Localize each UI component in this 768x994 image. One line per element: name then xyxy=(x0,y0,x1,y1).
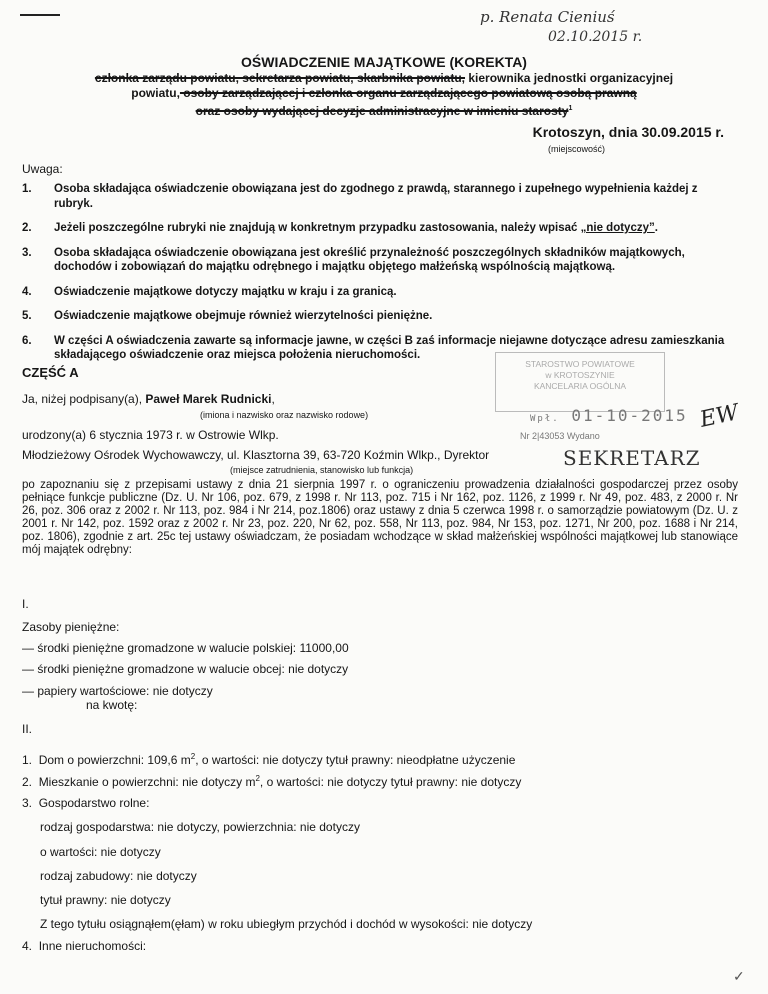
stamp-line1: STAROSTWO POWIATOWE xyxy=(525,359,635,369)
check-mark-icon: ✓ xyxy=(733,968,745,984)
signature-initials: EW xyxy=(697,400,741,433)
item-number: 4. xyxy=(22,939,33,953)
section-1-label: Zasoby pieniężne: xyxy=(22,620,120,634)
page-title: OŚWIADCZENIE MAJĄTKOWE (KOREKTA) xyxy=(241,54,527,70)
other-property-line xyxy=(22,939,146,953)
name-caption: (imiona i nazwisko oraz nazwisko rodowe) xyxy=(200,410,369,420)
workplace-line: Młodzieżowy Ośrodek Wychowawczy, ul. Klasztorna 39, 63-720 Koźmin Wlkp., Dyrektor xyxy=(22,448,490,462)
farm-line xyxy=(22,796,149,810)
stamp-line2: w KROTOSZYNIE xyxy=(545,370,615,380)
note-text: Osoba składająca oświadczenie obowiązana jest do zgodnego z prawdą, starannego i zupełnego wypełnienia każdej z rubryk. xyxy=(54,183,698,210)
handwritten-note xyxy=(480,8,642,46)
note-item xyxy=(22,221,734,236)
subtitle-kept-1: kierownika jednostki organizacyjnej xyxy=(465,71,674,85)
note-text xyxy=(54,221,734,236)
list-item: — środki pieniężne gromadzone w walucie polskiej: 11000,00 xyxy=(22,641,349,655)
list-item: — papiery wartościowe: nie dotyczy xyxy=(22,684,213,698)
note-emphasis: „nie dotyczy” xyxy=(580,222,655,234)
note-text: Osoba składająca oświadczenie obowiązana jest określić przynależność poszczególnych składników majątkowych, dochodów i zobowiązań do majątku odrębnego i majątku objętego małżeńską wspólnością majątkową. xyxy=(54,246,685,273)
section-2-roman: II. xyxy=(22,722,33,736)
footnote-marker: 1 xyxy=(568,105,573,112)
declarant-name: Paweł Marek Rudnicki xyxy=(145,392,272,406)
note-number: 1. xyxy=(22,183,32,195)
notes-label: Uwaga: xyxy=(22,162,63,176)
flat-text-after: , o wartości: nie dotyczy tytuł prawny: nie dotyczy xyxy=(259,775,522,789)
stamp-line3: KANCELARIA OGÓLNA xyxy=(533,381,627,391)
note-item xyxy=(22,309,734,324)
section-heading-a: CZĘŚĆ A xyxy=(22,365,79,380)
subtitle-kept-2: powiatu, xyxy=(131,86,180,100)
birth-line: urodzony(a) 6 stycznia 1973 r. w Ostrowie Wlkp. xyxy=(22,428,279,442)
stamp-number: Nr 2|43053 Wydano xyxy=(520,431,600,441)
item-number: 3. xyxy=(22,796,33,810)
legal-paragraph: po zapoznaniu się z przepisami ustawy z dnia 21 sierpnia 1997 r. o ograniczeniu prowadzenia działalności gospodarczej przez osoby pełniące funkcje publiczne (Dz. U. Nr 106, poz. 679, z 1998 r. Nr 113, poz. 715 i Nr 162, poz. 1126, z 1999 r. Nr 49, poz. 483, z 2000 r. Nr 26, poz. 306 oraz z 2002 r. Nr 113, poz. 984 i Nr 214, poz.1806) oraz ustawy z dnia 5 czerwca 1998 r. o samorządzie powiatowym (Dz. U. z 2001 r. Nr 142, poz. 1592 oraz z 2002 r. Nr 23, poz. 220, Nr 62, poz. 558, Nr 113, poz. 984, Nr 153, poz. 1271, Nr 200, poz. 1688 i Nr 214, poz. 1806), zgodnie z art. 25c tej ustawy oświadczam, że posiadam wchodzące w skład małżeńskiej wspólności majątkowej lub stanowiące mój majątek odrębny: xyxy=(22,479,738,556)
note-number: 5. xyxy=(22,310,32,322)
place-date: Krotoszyn, dnia 30.09.2015 r. xyxy=(532,124,724,140)
stamp-wpl-label: Wpł. xyxy=(530,414,560,424)
stamp-date-value: 01-10-2015 xyxy=(571,406,688,425)
note-text: Oświadczenie majątkowe dotyczy majątku w kraju i za granicą. xyxy=(54,285,397,298)
house-text-after: , o wartości: nie dotyczy tytuł prawny: nieodpłatne użyczenie xyxy=(195,753,516,767)
note-number: 2. xyxy=(22,222,32,234)
subtitle-struck-2: osoby zarządzającej i członka organu zarządzającego powiatową osobą prawną xyxy=(179,86,637,100)
stamp-date xyxy=(530,406,688,425)
superscript: 2 xyxy=(255,774,260,783)
top-mark xyxy=(20,14,60,16)
note-text: Oświadczenie majątkowe obejmuje również wierzytelności pieniężne. xyxy=(54,310,433,322)
flat-text: Mieszkanie o powierzchni: nie dotyczy m xyxy=(38,775,256,789)
sekretarz-stamp: SEKRETARZ xyxy=(563,446,701,470)
amount-label: na kwotę: xyxy=(86,698,138,712)
declarant-line xyxy=(22,392,275,407)
farm-label: Gospodarstwo rolne: xyxy=(38,796,150,810)
house-line xyxy=(22,752,515,767)
note-item xyxy=(22,246,734,275)
note-text: W części A oświadczenia zawarte są informacje jawne, w części B zaś informacje niejawne dotyczące adresu zamieszkania składającego oświadczenie oraz miejsca położenia nieruchomości. xyxy=(54,334,725,361)
subtitle-struck-1: członka zarządu powiatu, sekretarza powiatu, skarbnika powiatu, xyxy=(94,71,466,85)
farm-detail: tytuł prawny: nie dotyczy xyxy=(40,893,171,907)
note-number: 4. xyxy=(22,285,32,298)
workplace-caption: (miejsce zatrudnienia, stanowisko lub funkcja) xyxy=(230,465,414,475)
note-number: 6. xyxy=(22,334,32,347)
handwritten-note-line2: 02.10.2015 r. xyxy=(548,28,643,45)
farm-detail: Z tego tytułu osiągnąłem(ęłam) w roku ubiegłym przychód i dochód w wysokości: nie dotyczy xyxy=(40,917,533,931)
note-text-after: . xyxy=(654,222,658,234)
farm-detail: rodzaj zabudowy: nie dotyczy xyxy=(40,869,197,883)
note-item xyxy=(22,285,734,300)
house-text: Dom o powierzchni: 109,6 m xyxy=(38,753,191,767)
note-number: 3. xyxy=(22,246,32,259)
place-caption: (miejscowość) xyxy=(548,144,606,154)
notes-list xyxy=(22,182,734,373)
declarant-suffix: , xyxy=(271,392,275,406)
farm-detail: rodzaj gospodarstwa: nie dotyczy, powierzchnia: nie dotyczy xyxy=(40,820,360,834)
subtitle-struck-3: oraz osoby wydającej decyzje administracyjne w imieniu starosty xyxy=(195,104,569,118)
other-property-label: Inne nieruchomości: xyxy=(38,939,147,953)
farm-detail: o wartości: nie dotyczy xyxy=(40,845,161,859)
section-1-roman: I. xyxy=(22,597,29,611)
flat-line xyxy=(22,774,521,789)
note-text-main: Jeżeli poszczególne rubryki nie znajdują w konkretnym przypadku zastosowania, należy wpisać xyxy=(54,222,581,234)
item-number: 1. xyxy=(22,753,33,767)
item-number: 2. xyxy=(22,775,33,789)
declarant-intro: Ja, niżej podpisany(a), xyxy=(22,392,146,406)
handwritten-note-line1: p. Renata Cieniuś xyxy=(480,8,615,26)
superscript: 2 xyxy=(190,752,196,761)
registry-stamp xyxy=(495,352,665,412)
page-subtitle xyxy=(40,71,728,119)
note-item xyxy=(22,182,734,211)
list-item: — środki pieniężne gromadzone w walucie obcej: nie dotyczy xyxy=(22,662,349,676)
